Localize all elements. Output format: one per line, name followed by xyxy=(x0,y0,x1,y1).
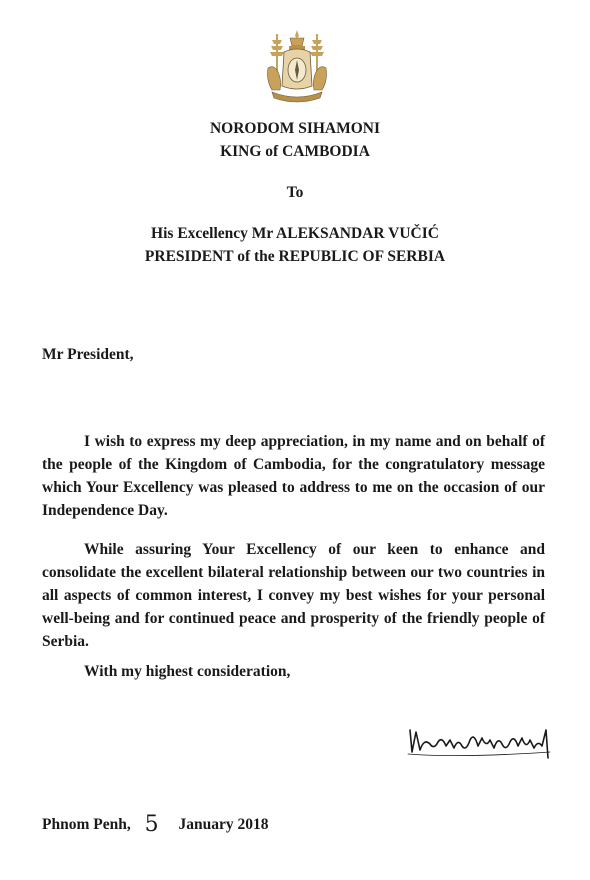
recipient-name: His Excellency Mr ALEKSANDAR VUČIĆ xyxy=(151,225,439,242)
sender-title: KING of CAMBODIA xyxy=(220,143,370,160)
handwritten-signature-icon xyxy=(400,718,560,764)
body-paragraph-1: I wish to express my deep appreciation, in my name and on behalf of the people of the Kingdom of Cambodia, for the congratulatory message which Your Excellency was pleased to address to me on the occasion of our Independence Day. xyxy=(42,433,545,519)
closing-line: With my highest consideration, xyxy=(84,663,291,680)
recipient-block xyxy=(0,222,590,268)
body-paragraph-2: While assuring Your Excellency of our keen to enhance and consolidate the excellent bilateral relationship between our two countries in all aspects of common interest, I convey my best wishes for your personal well-being and for continued peace and prosperity of the friendly people of Serbia. xyxy=(42,541,545,650)
to-label: To xyxy=(286,184,304,201)
date-month-year: January 2018 xyxy=(178,816,269,833)
sender-block xyxy=(0,117,590,163)
recipient-title: PRESIDENT of the REPUBLIC OF SERBIA xyxy=(144,248,446,265)
salutation: Mr President, xyxy=(42,346,134,363)
date-place: Phnom Penh, xyxy=(42,816,131,833)
royal-coat-of-arms-icon xyxy=(262,28,332,108)
date-day: 5 xyxy=(144,812,159,837)
date-line xyxy=(42,812,268,837)
sender-name: NORODOM SIHAMONI xyxy=(209,120,381,137)
